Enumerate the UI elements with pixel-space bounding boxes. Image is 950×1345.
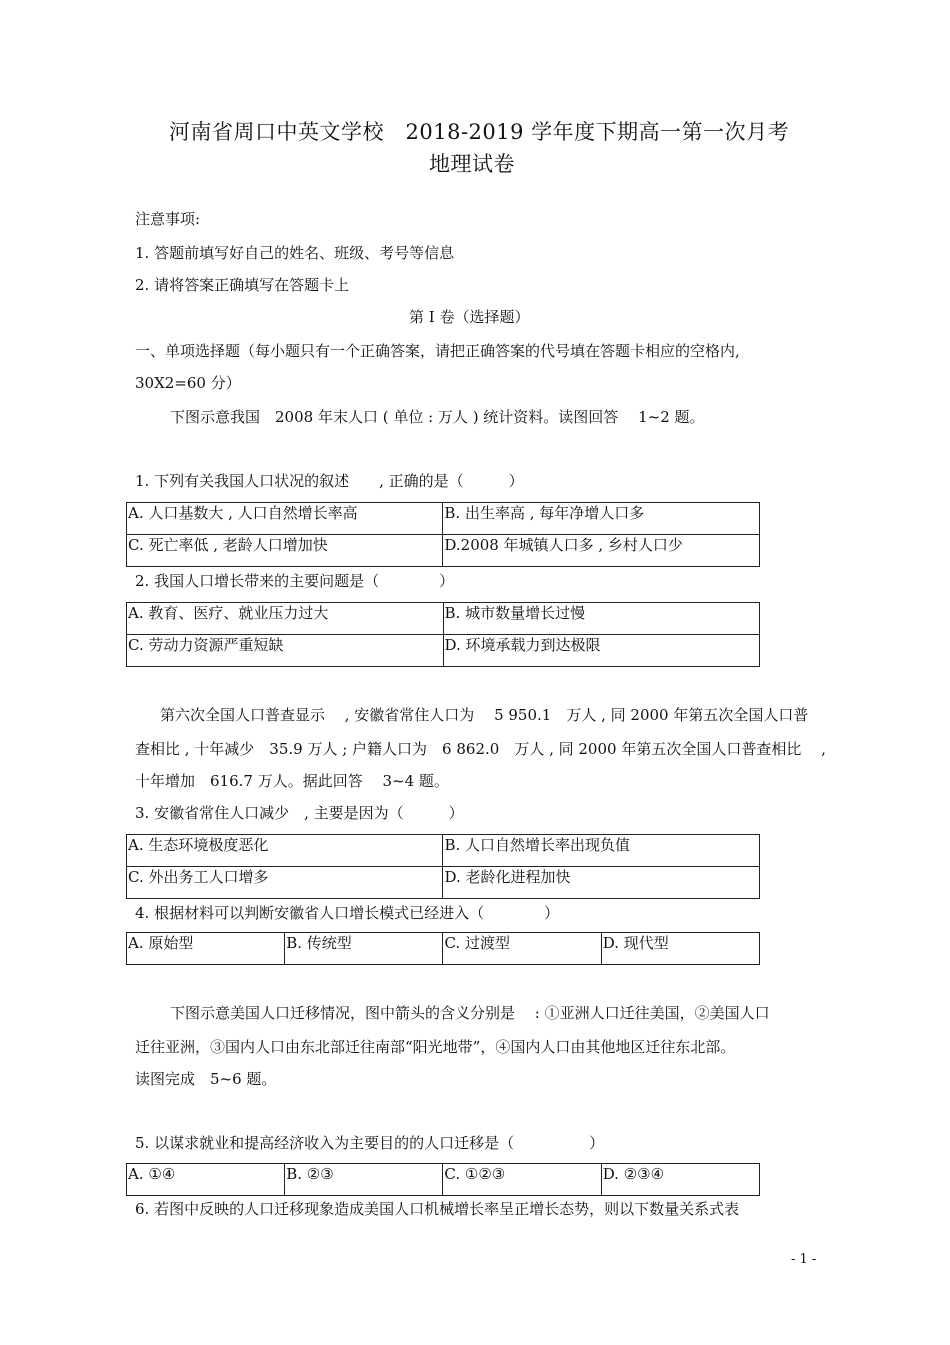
question-6-stem: 6. 若图中反映的人口迁移现象造成美国人口机械增长率呈正增长态势，则以下数量关系式表 [135, 1200, 740, 1218]
notice-item-1: 1. 答题前填写好自己的姓名、班级、考号等信息 [135, 244, 455, 262]
q1-option-a[interactable]: A. 人口基数大 , 人口自然增长率高 [127, 503, 443, 535]
q3-option-d[interactable]: D. 老龄化进程加快 [443, 867, 760, 899]
q3-option-a[interactable]: A. 生态环境极度恶化 [127, 835, 443, 867]
notice-heading: 注意事项: [135, 210, 201, 228]
q5-option-a[interactable]: A. ①④ [127, 1164, 285, 1196]
exam-title-line2: 地理试卷 [429, 152, 515, 176]
material-intro-3-line1: 下图示意美国人口迁移情况，图中箭头的含义分别是 : ①亚洲人口迁往美国，②美国人口 [170, 1004, 770, 1022]
q5-option-b[interactable]: B. ②③ [285, 1164, 443, 1196]
section-instruction-line2: 30X2=60 分） [135, 374, 241, 392]
q1-option-b[interactable]: B. 出生率高 , 每年净增人口多 [443, 503, 760, 535]
q3-option-c[interactable]: C. 外出务工人口增多 [127, 867, 443, 899]
question-1-stem: 1. 下列有关我国人口状况的叙述 , 正确的是（ ） [135, 472, 524, 490]
material-intro-2-line2: 查相比 , 十年减少 35.9 万人 ; 户籍人口为 6 862.0 万人 , 同 2000 年第五次全国人口普查相比 , [135, 740, 826, 758]
q4-option-d[interactable]: D. 现代型 [601, 933, 759, 965]
q2-option-d[interactable]: D. 环境承载力到达极限 [443, 635, 759, 667]
q2-option-c[interactable]: C. 劳动力资源严重短缺 [127, 635, 444, 667]
q2-option-a[interactable]: A. 教育、医疗、就业压力过大 [127, 603, 444, 635]
question-2-stem: 2. 我国人口增长带来的主要问题是（ ） [135, 572, 455, 590]
material-intro-2-line3: 十年增加 616.7 万人。据此回答 3~4 题。 [135, 772, 449, 790]
question-2-options [126, 602, 760, 667]
q4-option-b[interactable]: B. 传统型 [285, 933, 443, 965]
q2-option-b[interactable]: B. 城市数量增长过慢 [443, 603, 759, 635]
section-instruction-line1: 一、单项选择题（每小题只有一个正确答案，请把正确答案的代号填在答题卡相应的空格内, [135, 342, 740, 360]
page-number: - 1 - [791, 1252, 817, 1267]
volume-heading: 第 Ⅰ 卷（选择题） [409, 308, 530, 326]
material-intro-1: 下图示意我国 2008 年末人口 ( 单位 : 万人 ) 统计资料。读图回答 1~2 题。 [170, 408, 705, 426]
exam-title-line1: 河南省周口中英文学校 2018-2019 学年度下期高一第一次月考 [169, 120, 790, 144]
q4-option-a[interactable]: A. 原始型 [127, 933, 285, 965]
question-3-options [126, 834, 760, 899]
question-4-stem: 4. 根据材料可以判断安徽省人口增长模式已经进入（ ） [135, 904, 560, 922]
q5-option-d[interactable]: D. ②③④ [601, 1164, 759, 1196]
question-1-options [126, 502, 760, 567]
question-4-options [126, 932, 760, 965]
q1-option-c[interactable]: C. 死亡率低 , 老龄人口增加快 [127, 535, 443, 567]
question-5-stem: 5. 以谋求就业和提高经济收入为主要目的的人口迁移是（ ） [135, 1134, 605, 1152]
q3-option-b[interactable]: B. 人口自然增长率出现负值 [443, 835, 760, 867]
q4-option-c[interactable]: C. 过渡型 [443, 933, 601, 965]
q5-option-c[interactable]: C. ①②③ [443, 1164, 601, 1196]
question-5-options [126, 1163, 760, 1196]
question-3-stem: 3. 安徽省常住人口减少 , 主要是因为（ ） [135, 804, 464, 822]
material-intro-3-line3: 读图完成 5~6 题。 [135, 1070, 277, 1088]
q1-option-d[interactable]: D.2008 年城镇人口多 , 乡村人口少 [443, 535, 760, 567]
material-intro-2-line1: 第六次全国人口普查显示 , 安徽省常住人口为 5 950.1 万人 , 同 2000 年第五次全国人口普 [160, 706, 809, 724]
notice-item-2: 2. 请将答案正确填写在答题卡上 [135, 276, 350, 294]
material-intro-3-line2: 迁往亚洲，③国内人口由东北部迁往南部“阳光地带”，④国内人口由其他地区迁往东北部。 [135, 1038, 736, 1056]
